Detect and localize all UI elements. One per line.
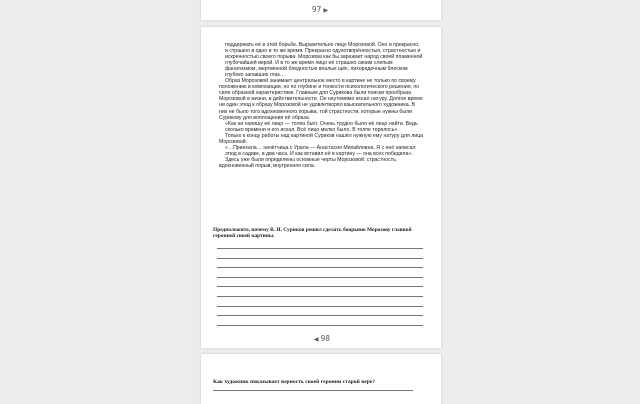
task-question-next: Как художник показывает верность своей героини старой вере? [213, 379, 376, 385]
page-number-main [201, 334, 441, 343]
answer-line[interactable] [217, 286, 423, 287]
article-text [219, 42, 423, 169]
answer-line[interactable] [217, 277, 423, 278]
paragraph-3: Только к концу работы над картиной Суриков нашёл нужную ему натуру для лица Морозовой. [219, 132, 424, 145]
paragraph-2: Образ Морозовой занимает центральное место в картине не только по своему положению в композиции, но по глубине и тонкости психологического решения, по силе образной характеристики. Главным для Сурикова были поиски прообраза Морозовой в жизни, в действительности. Он неутомимо искал натуру. Долгое время ни один этюд к образу Морозовой не удовлетворял взыскательного художника. В них не было того вдохновенного порыва, той страстности, которые нужны были Сурикову для воплощения её образа. [219, 78, 423, 121]
answer-lines[interactable] [217, 248, 423, 334]
paragraph-4: Здесь уже были определены основные черты Морозовой: страстность, вдохновенный порыв, внутренняя сила. [219, 156, 398, 169]
answer-line[interactable] [217, 248, 423, 249]
page-number-98: 98 [320, 334, 331, 343]
paragraph-quote-2: «…Приехала… начётчица с Урала — Анастасия Михайловна. Я с неё написал этюд в садике, в два часа. И как вставил её в картину — она всех победила». [225, 144, 416, 157]
paragraph-quote-1: «Как ни напишу её лицо — толпа бьёт. Очень трудно было её лицо найти. Ведь сколько времени я его искал. Всё лицо мелко было. В толпе терялось». [225, 120, 418, 133]
page-98 [201, 27, 441, 348]
answer-line[interactable] [213, 390, 413, 391]
next-page-icon[interactable]: ▶ [323, 7, 329, 14]
answer-line[interactable] [217, 306, 423, 307]
task-question: Предположите, почему В. И. Суриков решил сделать боярыню Морозову главной героиней своей картины. [213, 227, 412, 240]
page-99 [201, 354, 441, 404]
answer-line[interactable] [217, 315, 423, 316]
page-number-top [201, 5, 441, 14]
page-97 [201, 0, 441, 20]
page-number-97: 97 [311, 5, 322, 14]
prev-page-icon[interactable]: ◀ [313, 336, 319, 343]
answer-line[interactable] [217, 325, 423, 326]
paragraph-1: поддержать её в этой борьбе. Выразительно лицо Морозовой. Оно и прекрасно, и страшно в одно и то же время. Прекрасно одухотворённостью, страстностью и искренностью своего порыва. Морозова как бы заражает народ своей пламенной глубочайшей верой. И в то же время лицо её страшно своим слепым фанатизмом, мертвенной бледностью впалых щёк, лихорадочным блеском глубоко запавших глаз… [225, 42, 423, 79]
answer-line[interactable] [217, 296, 423, 297]
answer-line[interactable] [217, 258, 423, 259]
answer-line[interactable] [217, 267, 423, 268]
